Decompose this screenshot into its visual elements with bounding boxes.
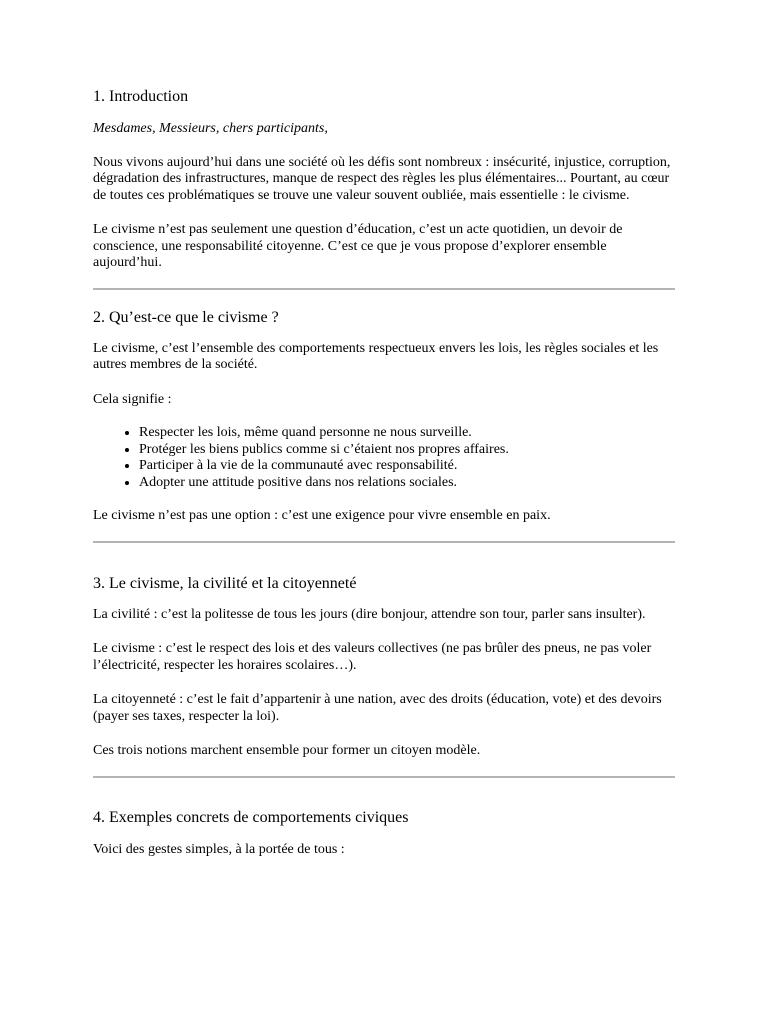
paragraph: Voici des gestes simples, à la portée de tous : [93, 841, 345, 857]
greeting: Mesdames, Messieurs, chers participants, [93, 121, 328, 136]
paragraph: La citoyenneté : c’est le fait d’appartenir à une nation, avec des droits (éducation, vote) et des devoirs (payer ses taxes, respecter la loi). [93, 692, 662, 724]
section-heading-what-is-civism: 2. Qu’est-ce que le civisme ? [93, 308, 279, 326]
document-body [93, 86, 675, 858]
list-item: • Protéger les biens publics comme si c’étaient nos propres affaires. [139, 442, 675, 459]
section-heading-civism-civility-citizenship: 3. Le civisme, la civilité et la citoyenneté [93, 574, 357, 592]
paragraph: Le civisme : c’est le respect des lois et des valeurs collectives (ne pas brûler des pneus, ne pas voler l’électricité, respecter les horaires scolaires…). [93, 641, 652, 673]
section-divider [93, 776, 675, 778]
paragraph: Le civisme n’est pas seulement une question d’éducation, c’est un acte quotidien, un devoir de conscience, une responsabilité citoyenne. C’est ce que je vous propose d’explorer ensemble aujourd’hui. [93, 222, 623, 270]
list-item: • Respecter les lois, même quand personne ne nous surveille. [139, 425, 675, 442]
paragraph: Ces trois notions marchent ensemble pour former un citoyen modèle. [93, 743, 481, 758]
paragraph: Le civisme, c’est l’ensemble des comportements respectueux envers les lois, les règles sociales et les autres membres de la société. [93, 340, 659, 372]
paragraph: Le civisme n’est pas une option : c’est une exigence pour vivre ensemble en paix. [93, 508, 551, 523]
section-divider [93, 288, 675, 290]
paragraph: La civilité : c’est la politesse de tous les jours (dire bonjour, attendre son tour, parler sans insulter). [93, 606, 646, 622]
section-divider [93, 541, 675, 543]
paragraph: Cela signifie : [93, 391, 172, 407]
list-item: • Participer à la vie de la communauté avec responsabilité. [139, 458, 675, 475]
bullet-list [93, 425, 675, 491]
paragraph: Nous vivons aujourd’hui dans une société où les défis sont nombreux : insécurité, injustice, corruption, dégradation des infrastructures, manque de respect des règles les plus élémentaires... Pourtant, au cœur de toutes ces problématiques se trouve une valeur souvent oubliée, mais essentielle : le civisme. [93, 154, 671, 203]
list-item: • Adopter une attitude positive dans nos relations sociales. [139, 475, 675, 492]
section-heading-civic-examples: 4. Exemples concrets de comportements civiques [93, 808, 409, 826]
section-heading-introduction: 1. Introduction [93, 88, 189, 105]
